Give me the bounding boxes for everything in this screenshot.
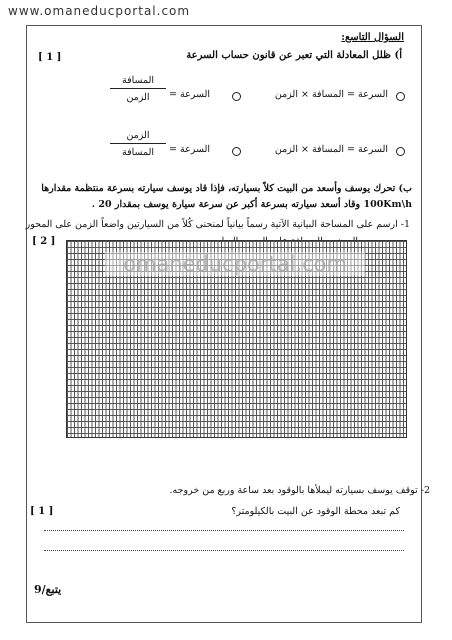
subquestion-2-line-2: كم تبعد محطة الوقود عن البيت بالكيلومتر؟	[231, 506, 400, 517]
option-1-numerator: المسافة	[110, 75, 166, 89]
answer-line-1[interactable]	[44, 530, 404, 531]
page-footer: يتبع/9	[34, 583, 62, 596]
option-3-denominator: المسافة	[121, 147, 155, 158]
site-watermark-center: omaneducportal.com	[105, 252, 365, 276]
option-2-radio[interactable]	[396, 92, 405, 101]
option-4-text: السرعة = المسافة × الزمن	[274, 144, 388, 155]
answer-line-2[interactable]	[44, 550, 404, 551]
option-3-lhs: السرعة =	[169, 144, 210, 155]
option-4-radio[interactable]	[396, 147, 405, 156]
subquestion-2-line-1: 2- توقف يوسف بسيارته ليملأها بالوقود بعد ساعة وربع من خروجه.	[169, 485, 430, 496]
option-1-denominator: الزمن	[126, 92, 150, 103]
site-watermark-top: www.omaneducportal.com	[8, 4, 191, 18]
option-1-lhs: السرعة =	[169, 89, 210, 100]
option-1-radio[interactable]	[232, 92, 241, 101]
part-a-text: ظلل المعادلة التي تعبر عن قانون حساب السرعة	[186, 50, 391, 61]
option-3-radio[interactable]	[232, 147, 241, 156]
subquestion-1-mark: [ 2 ]	[32, 236, 56, 247]
option-3-fraction	[110, 130, 166, 158]
question-heading: السؤال التاسع:	[341, 32, 404, 43]
subquestion-2-mark: [ 1 ]	[30, 506, 54, 517]
part-a-question	[186, 50, 402, 61]
option-2-text: السرعة = المسافة × الزمن	[274, 89, 388, 100]
part-b-line-2: 100Km\h وقاد أسعد سيارته بسرعة أكبر عن سرعة سيارة يوسف بمقدار 20 .	[91, 199, 412, 210]
option-3-numerator: الزمن	[110, 130, 166, 144]
option-1-fraction	[110, 75, 166, 103]
subquestion-1-line-1: 1- ارسم على المساحة البيانية الآتية رسماً بيانياً لمنحنى كُلاً من السيارتين واضعاً الزمن على المحور	[25, 219, 410, 230]
part-a-label: أ)	[394, 50, 402, 61]
part-a-mark: [ 1 ]	[38, 52, 62, 63]
part-b-line-1: ب) تحرك يوسف وأسعد من البيت كلاً بسيارته، فإذا قاد يوسف سيارته بسرعة منتظمة مقدارها	[41, 183, 412, 194]
